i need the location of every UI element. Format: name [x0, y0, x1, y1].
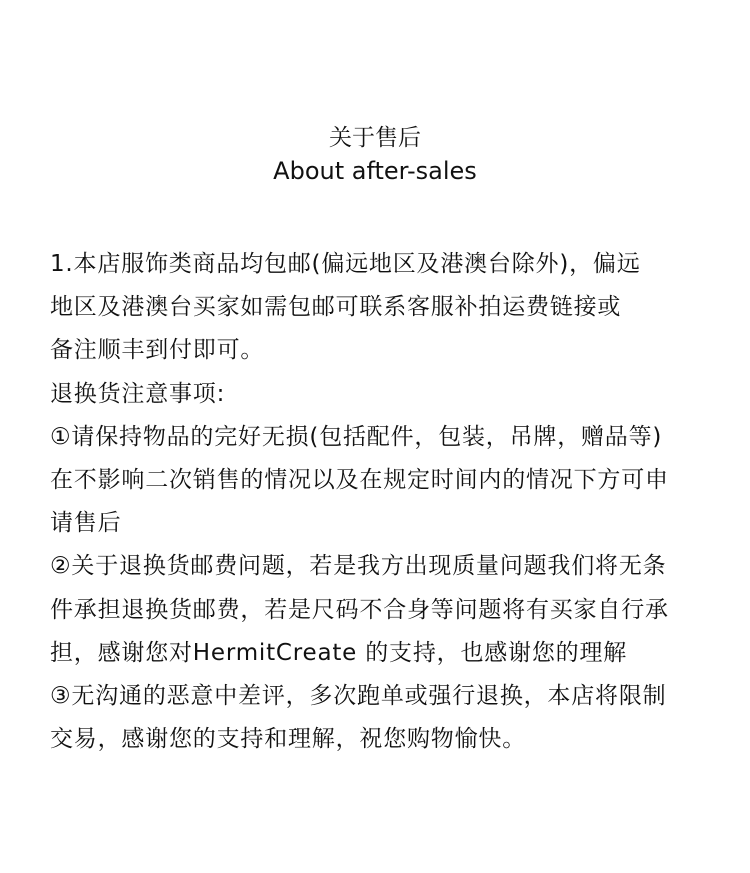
policy-line: ①请保持物品的完好无损(包括配件，包装，吊牌，赠品等)	[50, 423, 663, 450]
policy-line: 交易，感谢您的支持和理解，祝您购物愉快。	[50, 726, 526, 753]
policy-line: 1.本店服饰类商品均包邮(偏远地区及港澳台除外)，偏远	[50, 251, 641, 277]
title-block	[0, 122, 750, 188]
policy-line: ③无沟通的恶意中差评，多次跑单或强行退换，本店将限制	[50, 682, 667, 709]
policy-line: 在不影响二次销售的情况以及在规定时间内的情况下方可申	[50, 466, 669, 493]
policy-line: 请售后	[50, 510, 122, 537]
policy-line: 备注顺丰到付即可。	[50, 337, 265, 364]
policy-line: 担，感谢您对HermitCreate 的支持，也感谢您的理解	[50, 639, 628, 666]
policy-line: ②关于退换货邮费问题，若是我方出现质量问题我们将无条	[50, 553, 667, 580]
return-notes-heading: 退换货注意事项:	[50, 380, 226, 407]
policy-line: 地区及港澳台买家如需包邮可联系客服补拍运费链接或	[50, 294, 622, 321]
after-sales-policy-text	[50, 243, 710, 761]
policy-line: 件承担退换货邮费，若是尺码不合身等问题将有买家自行承	[50, 596, 669, 623]
page-title-english: About after-sales	[273, 157, 477, 185]
page-title-chinese: 关于售后	[329, 125, 421, 151]
